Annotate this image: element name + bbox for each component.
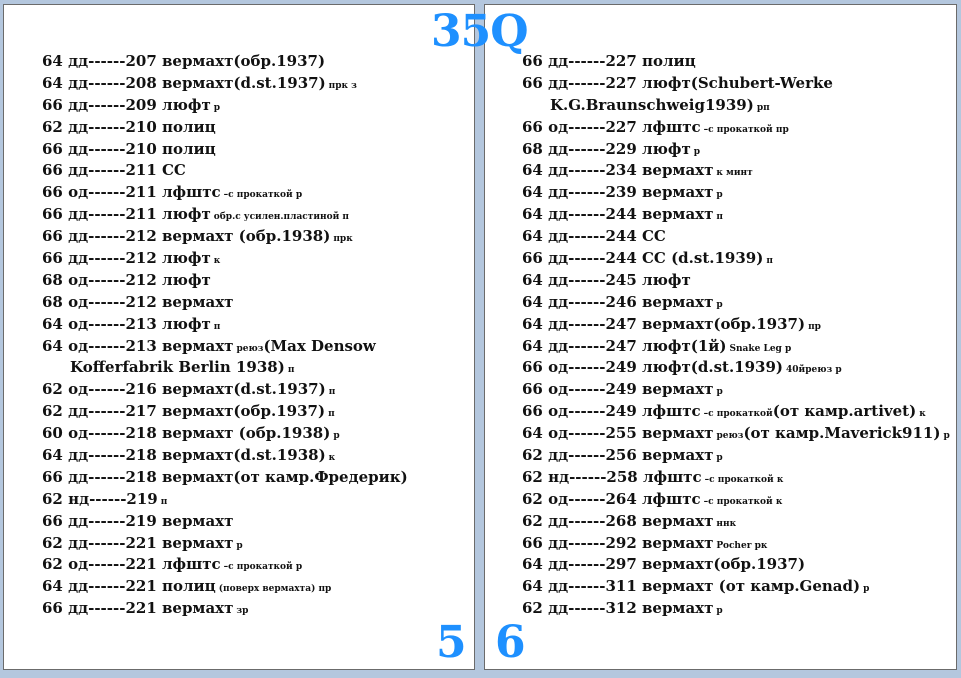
entry-note: ннк xyxy=(716,518,737,529)
entry-note: прк з xyxy=(328,80,357,91)
list-item xyxy=(42,511,408,533)
entry-note: п xyxy=(328,387,336,398)
entry-text: 66 дд------221 вермахт xyxy=(42,599,234,618)
entry-text: 68 дд------229 люфт xyxy=(522,139,691,158)
list-item xyxy=(522,292,950,314)
list-item xyxy=(42,489,408,511)
list-item xyxy=(522,401,950,423)
entry-text: 62 дд------217 вермахт(обр.1937) xyxy=(42,402,326,421)
entry-note: р xyxy=(333,431,340,442)
entry-text: 64 дд------247 вермахт(обр.1937) xyxy=(522,314,806,333)
list-item xyxy=(42,357,408,379)
entry-text: 66 од------249 лфштс xyxy=(522,402,701,421)
entry-text: 62 дд------256 вермахт xyxy=(522,446,714,465)
entry-note: –с прокаткой р xyxy=(223,562,303,573)
list-item xyxy=(522,139,950,161)
entry-text: 66 дд------227 люфт(Schubert-Werke xyxy=(522,73,833,92)
entry-text: 64 од------255 вермахт xyxy=(522,424,714,443)
list-item xyxy=(522,314,950,336)
entry-text: 64 дд------207 вермахт(обр.1937) xyxy=(42,52,326,70)
entry-text: 66 дд------227 полиц xyxy=(522,52,696,70)
entry-note: р xyxy=(863,584,870,595)
entry-text: 66 од------227 лфштс xyxy=(522,117,701,136)
entry-text: 62 дд------312 вермахт xyxy=(522,599,714,618)
entry-text: 62 од------221 лфштс xyxy=(42,555,221,574)
entry-text: 64 дд------208 вермахт(d.st.1937) xyxy=(42,73,326,92)
list-item xyxy=(522,51,950,73)
list-item xyxy=(522,117,950,139)
list-item xyxy=(42,182,408,204)
entry-note: (поверх вермахта) пр xyxy=(218,584,332,595)
list-item xyxy=(522,554,950,576)
list-item xyxy=(522,576,950,598)
entry-text: 68 од------212 люфт xyxy=(42,270,211,289)
entry-text: K.G.Braunschweig1939) xyxy=(550,95,754,114)
entry-note: п xyxy=(766,256,773,267)
entry-text: 62 од------216 вермахт(d.st.1937) xyxy=(42,380,326,399)
list-item xyxy=(522,379,950,401)
entry-note: реюз xyxy=(716,431,744,442)
entry-text: 64 од------213 вермахт xyxy=(42,336,234,355)
entry-text: 66 дд------211 люфт xyxy=(42,205,211,224)
entry-note: к xyxy=(213,256,221,267)
entry-note: прк xyxy=(333,234,353,245)
list-item xyxy=(522,336,950,358)
entry-note: пр xyxy=(808,321,821,332)
entry-text: 66 дд------244 СС (d.st.1939) xyxy=(522,249,764,268)
header-label: 35Q xyxy=(431,6,528,57)
entry-note: реюз xyxy=(236,343,264,354)
list-item xyxy=(42,467,408,489)
entry-note: –с прокаткой xyxy=(703,409,773,420)
entry-text: 62 нд------219 xyxy=(42,489,158,508)
entry-note: –с прокаткой р xyxy=(223,190,303,201)
entry-note: к минт xyxy=(716,168,753,179)
list-item xyxy=(42,270,408,292)
list-item xyxy=(522,226,950,248)
list-item xyxy=(522,467,950,489)
list-item xyxy=(522,95,950,117)
entry-text: 66 дд------212 вермахт (обр.1938) xyxy=(42,227,331,246)
entry-text: Kofferfabrik Berlin 1938) xyxy=(70,358,285,377)
entry-note: п xyxy=(160,496,168,507)
entry-note: обр.с усилен.пластиной п xyxy=(213,212,350,223)
entry-note: к xyxy=(328,453,336,464)
entry-text: 64 од------213 люфт xyxy=(42,314,211,333)
entry-note: п xyxy=(213,321,221,332)
list-item xyxy=(42,554,408,576)
list-item xyxy=(42,445,408,467)
entry-text: 66 дд------212 люфт xyxy=(42,249,211,268)
entry-text: 64 дд------245 люфт xyxy=(522,270,691,289)
list-item xyxy=(42,139,408,161)
entry-text: 64 дд------244 СС xyxy=(522,227,666,246)
right-page-lines xyxy=(522,51,950,620)
entry-text: 62 дд------221 вермахт xyxy=(42,533,234,552)
entry-text: 64 дд------246 вермахт xyxy=(522,292,714,311)
entry-text-tail: (от камр.Maverick911) xyxy=(743,424,941,443)
entry-note: п xyxy=(328,409,335,420)
list-item xyxy=(42,598,408,620)
list-item xyxy=(42,423,408,445)
entry-note: Pocher рк xyxy=(716,540,768,551)
list-item xyxy=(42,204,408,226)
left-page xyxy=(3,4,475,670)
entry-text: 62 нд------258 лфштс xyxy=(522,467,702,486)
entry-note: р xyxy=(693,146,701,157)
list-item xyxy=(522,73,950,95)
entry-text: 66 од------211 лфштс xyxy=(42,183,221,202)
list-item xyxy=(42,379,408,401)
entry-text: 64 дд------244 вермахт xyxy=(522,205,714,224)
list-item xyxy=(522,489,950,511)
list-item xyxy=(42,292,408,314)
entry-text: 66 од------249 люфт(d.st.1939) xyxy=(522,358,784,377)
entry-note: –с прокаткой к xyxy=(704,474,784,485)
entry-text: 62 од------264 лфштс xyxy=(522,489,701,508)
entry-text: 66 од------249 вермахт xyxy=(522,380,714,399)
entry-note: р xyxy=(716,190,723,201)
entry-text: 64 дд------247 люфт(1й) xyxy=(522,336,727,355)
entry-note: р xyxy=(236,540,243,551)
list-item xyxy=(522,533,950,555)
entry-text: 66 дд------292 вермахт xyxy=(522,533,714,552)
list-item xyxy=(42,533,408,555)
entry-text: 64 дд------221 полиц xyxy=(42,577,216,596)
entry-text: 62 дд------210 полиц xyxy=(42,117,216,136)
entry-text: 60 од------218 вермахт (обр.1938) xyxy=(42,424,331,443)
list-item xyxy=(522,204,950,226)
entry-text: 66 дд------211 СС xyxy=(42,161,186,180)
list-item xyxy=(522,423,950,445)
entry-text: 64 дд------311 вермахт (от камр.Genad) xyxy=(522,577,861,596)
entry-note-tail: к xyxy=(919,409,926,420)
list-item xyxy=(42,117,408,139)
entry-note: зр xyxy=(236,606,249,617)
list-item xyxy=(42,51,408,73)
right-page xyxy=(484,4,957,670)
page-number-right: 6 xyxy=(495,617,526,668)
entry-note: Snake Leg р xyxy=(729,343,792,354)
entry-note: –с прокаткой пр xyxy=(703,124,789,135)
list-item xyxy=(522,445,950,467)
entry-text: 64 дд------297 вермахт(обр.1937) xyxy=(522,555,806,574)
list-item xyxy=(42,314,408,336)
entry-note: р xyxy=(213,102,221,113)
list-item xyxy=(42,226,408,248)
list-item xyxy=(42,73,408,95)
entry-note: рп xyxy=(756,102,770,113)
entry-note: р xyxy=(716,299,723,310)
entry-note: р xyxy=(716,606,723,617)
entry-note: п xyxy=(287,365,295,376)
page-number-left: 5 xyxy=(436,617,467,668)
list-item xyxy=(42,401,408,423)
entry-text: 66 дд------210 полиц xyxy=(42,139,216,158)
entry-text: 62 дд------268 вермахт xyxy=(522,511,714,530)
entry-note: п xyxy=(716,212,724,223)
entry-text: 64 дд------234 вермахт xyxy=(522,161,714,180)
list-item xyxy=(522,160,950,182)
list-item xyxy=(522,270,950,292)
entry-text: 68 од------212 вермахт xyxy=(42,292,234,311)
list-item xyxy=(42,248,408,270)
list-item xyxy=(522,511,950,533)
entry-text-tail: (от камр.artivet) xyxy=(772,402,917,421)
entry-note: р xyxy=(716,387,723,398)
list-item xyxy=(42,160,408,182)
left-page-lines xyxy=(42,51,408,620)
entry-text: 66 дд------218 вермахт(от камр.Фредерик) xyxy=(42,467,408,486)
entry-note: –с прокаткой к xyxy=(703,496,783,507)
entry-note: р xyxy=(716,453,723,464)
list-item xyxy=(522,598,950,620)
list-item xyxy=(42,95,408,117)
entry-text: 64 дд------239 вермахт xyxy=(522,183,714,202)
entry-text: 66 дд------219 вермахт xyxy=(42,511,234,530)
entry-text: 64 дд------218 вермахт(d.st.1938) xyxy=(42,446,326,465)
list-item xyxy=(522,357,950,379)
list-item xyxy=(522,248,950,270)
entry-note: 40йреюз р xyxy=(786,365,842,376)
list-item xyxy=(522,182,950,204)
entry-note-tail: р xyxy=(943,431,950,442)
entry-text: 66 дд------209 люфт xyxy=(42,95,211,114)
list-item xyxy=(42,336,408,358)
entry-text-tail: (Max Densow xyxy=(263,336,376,355)
list-item xyxy=(42,576,408,598)
